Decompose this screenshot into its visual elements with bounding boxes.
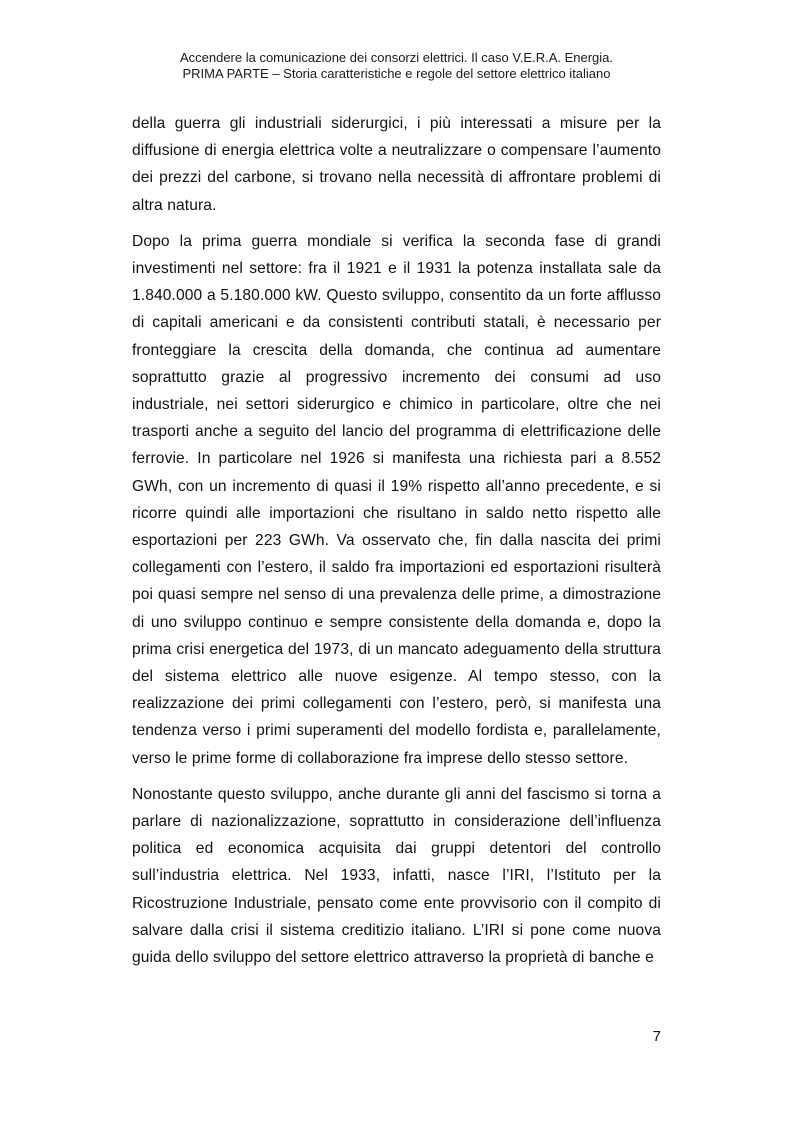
page-number: 7: [652, 1028, 661, 1045]
running-header: [0, 50, 793, 82]
paragraph: della guerra gli industriali siderurgici, i più interessati a misure per la diffusione di energia elettrica volte a neutralizzare o compensare l’aumento dei prezzi del carbone, si trovano nella necessità di affrontare problemi di altra natura.: [132, 115, 661, 214]
header-title-line: Accendere la comunicazione dei consorzi elettrici. Il caso V.E.R.A. Energia.: [179, 50, 614, 65]
body-text: [132, 110, 661, 980]
paragraph: Dopo la prima guerra mondiale si verifica la seconda fase di grandi investimenti nel settore: fra il 1921 e il 1931 la potenza installata sale da 1.840.000 a 5.180.000 kW. Questo sviluppo, consentito da un forte afflusso di capitali americani e da consistenti contributi statali, è necessario per fronteggiare la crescita della domanda, che continua ad aumentare soprattutto grazie al progressivo incremento dei consumi ad uso industriale, nei settori siderurgico e chimico in particolare, oltre che nei trasporti anche a seguito del lancio del programma di elettrificazione delle ferrovie. In particolare nel 1926 si manifesta una richiesta pari a 8.552 GWh, con un incremento di quasi il 19% rispetto all’anno precedente, e si ricorre quindi alle importazioni che risultano in saldo netto rispetto alle esportazioni per 223 GWh. Va osservato che, fin dalla nascita dei primi collegamenti con l’estero, il saldo fra importazioni ed esportazioni risulterà poi quasi sempre nel senso di una prevalenza delle prime, a dimostrazione di uno sviluppo continuo e sempre consistente della domanda e, dopo la prima crisi energetica del 1973, di un mancato adeguamento della struttura del sistema elettrico alle nuove esigenze. Al tempo stesso, con la realizzazione dei primi collegamenti con l’estero, però, si manifesta una tendenza verso i primi superamenti del modello fordista e, parallelamente, verso le prime forme di collaborazione fra imprese dello stesso settore.: [132, 232, 661, 767]
paragraph: Nonostante questo sviluppo, anche durante gli anni del fascismo si torna a parlare di nazionalizzazione, soprattutto in considerazione dell’influenza politica ed economica acquisita dai gruppi detentori del controllo sull’industria elettrica. Nel 1933, infatti, nasce l’IRI, l’Istituto per la Ricostruzione Industriale, pensato come ente provvisorio con il compito di salvare dalla crisi il sistema creditizio italiano. L’IRI si pone come nuova guida dello sviluppo del settore elettrico attraverso la proprietà di banche e: [132, 785, 661, 967]
header-section-line: PRIMA PARTE – Storia caratteristiche e regole del settore elettrico italiano: [182, 66, 611, 81]
